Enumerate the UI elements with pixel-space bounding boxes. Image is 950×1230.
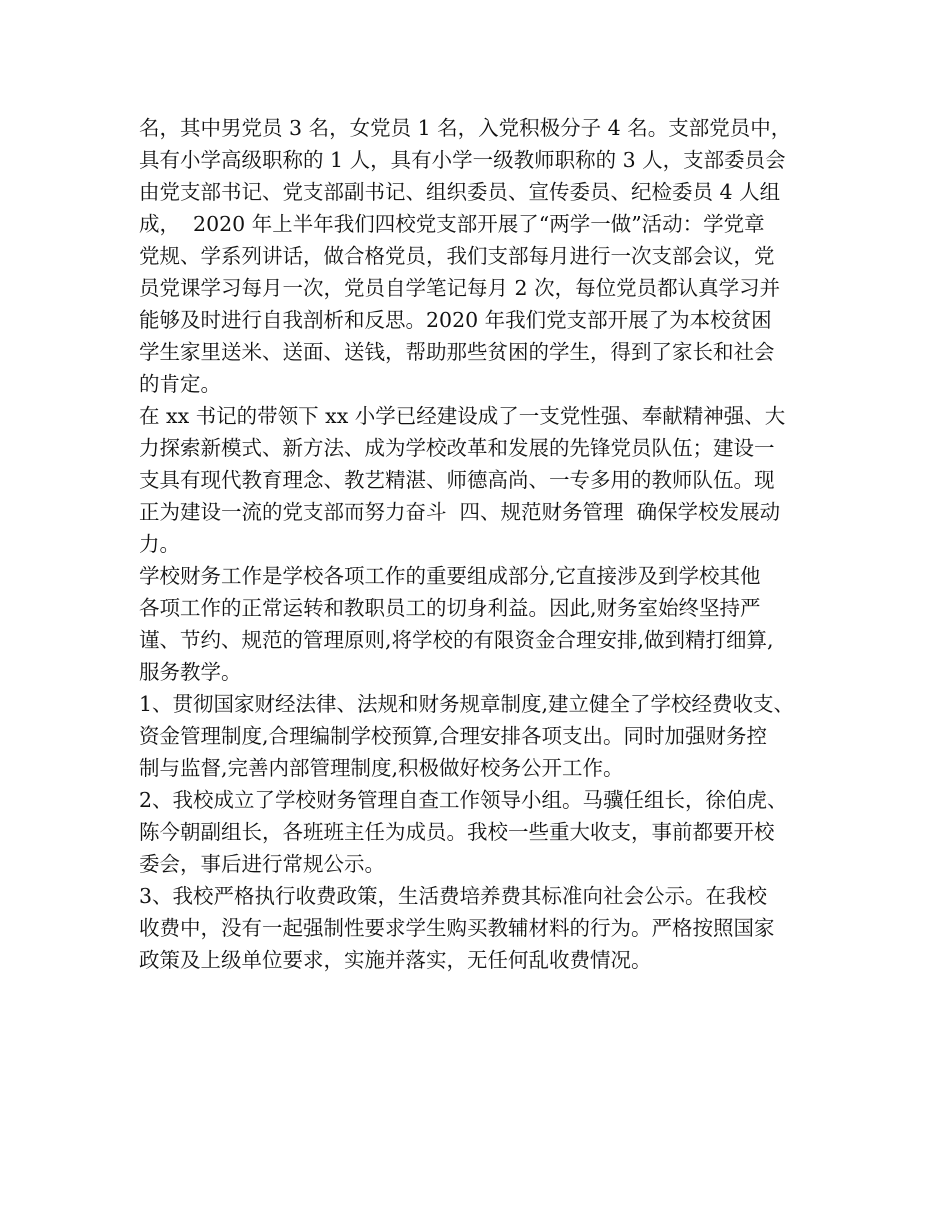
text-line: 名，其中男党员 3 名，女党员 1 名，入党积极分子 4 名。支部党员中， [139,116,792,140]
text-line: 具有小学高级职称的 1 人，具有小学一级教师职称的 3 人，支部委员会 [139,148,786,172]
text-line: 资金管理制度,合理编制学校预算,合理安排各项支出。同时加强财务控 [139,724,768,748]
text-line: 力探索新模式、新方法、成为学校改革和发展的先锋党员队伍；建设一 [139,436,775,460]
text-line: 党规、学系列讲话，做合格党员，我们支部每月进行一次支部会议，党 [139,244,775,268]
text-line: 收费中，没有一起强制性要求学生购买教辅材料的行为。严格按照国家 [139,916,775,940]
text-line: 2、我校成立了学校财务管理自查工作领导小组。马骥任组长，徐伯虎、 [139,788,788,812]
text-line: 制与监督,完善内部管理制度,积极做好校务公开工作。 [139,756,624,780]
text-line: 能够及时进行自我剖析和反思。2020 年我们党支部开展了为本校贫困 [139,308,772,332]
text-line: 陈今朝副组长，各班班主任为成员。我校一些重大收支，事前都要开校 [139,820,775,844]
text-line: 1、贯彻国家财经法律、法规和财务规章制度,建立健全了学校经费收支、 [139,692,795,716]
text-line: 各项工作的正常运转和教职员工的切身利益。因此,财务室始终坚持严 [139,596,761,620]
text-line: 的肯定。 [139,372,221,396]
text-line: 正为建设一流的党支部而努力奋斗 四、规范财务管理 确保学校发展动 [139,500,781,524]
text-line: 力。 [139,532,180,556]
text-line: 员党课学习每月一次，党员自学笔记每月 2 次，每位党员都认真学习并 [139,276,781,300]
text-line: 支具有现代教育理念、教艺精湛、师德高尚、一专多用的教师队伍。现 [139,468,775,492]
text-line: 政策及上级单位要求，实施并落实，无任何乱收费情况。 [139,948,652,972]
text-line: 委会，事后进行常规公示。 [139,852,385,876]
text-line: 由党支部书记、党支部副书记、组织委员、宣传委员、纪检委员 4 人组 [139,180,781,204]
text-line: 服务教学。 [139,660,242,684]
text-line: 学校财务工作是学校各项工作的重要组成部分,它直接涉及到学校其他 [139,564,761,588]
text-line: 在 xx 书记的带领下 xx 小学已经建设成了一支党性强、奉献精神强、大 [139,404,786,428]
text-line: 学生家里送米、送面、送钱，帮助那些贫困的学生，得到了家长和社会 [139,340,775,364]
text-line: 3、我校严格执行收费政策，生活费培养费其标准向社会公示。在我校 [139,884,768,908]
document-body [139,112,829,976]
text-line: 谨、节约、规范的管理原则,将学校的有限资金合理安排,做到精打细算, [139,628,774,652]
text-line: 成， 2020 年上半年我们四校党支部开展了“两学一做”活动：学党章 [139,212,765,236]
